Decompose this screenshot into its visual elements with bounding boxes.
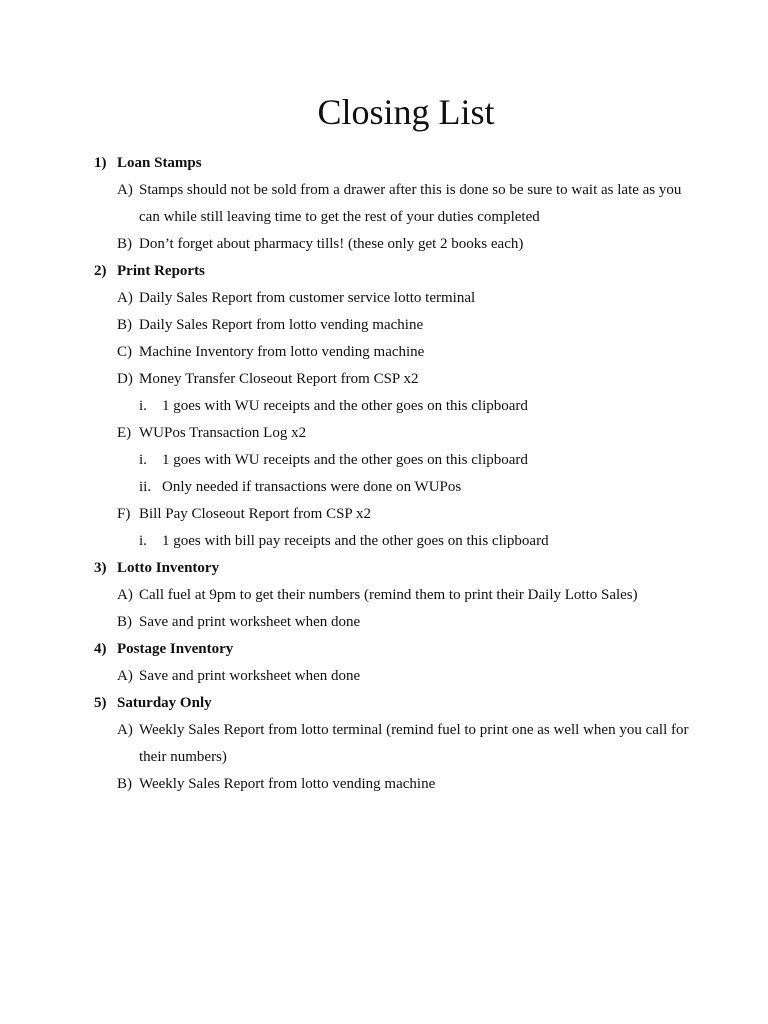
section-number: 5) [94,695,107,711]
section-number: 2) [94,263,107,279]
list-section [94,258,694,555]
item-text: Call fuel at 9pm to get their numbers (remind them to print their Daily Lotto Sales) [139,587,638,603]
sub-item-number: ii. [139,479,152,495]
list-section [94,636,694,690]
item-letter: B) [117,236,132,252]
sub-item-text: Only needed if transactions were done on WUPos [162,479,462,495]
item-text: Daily Sales Report from customer service lotto terminal [139,290,476,306]
item-letter: E) [117,425,132,441]
sub-item-text: 1 goes with WU receipts and the other goes on this clipboard [162,452,528,468]
item-letter: A) [117,722,133,738]
list-item [117,420,694,447]
item-letter: A) [117,290,133,306]
sub-item-number: i. [139,533,147,549]
item-letter: A) [117,668,133,684]
item-text: Don’t forget about pharmacy tills! (these only get 2 books each) [139,236,524,252]
list-section [94,150,694,258]
sub-item-number: i. [139,398,147,414]
section-title: Print Reports [117,263,205,279]
section-title: Lotto Inventory [117,560,220,576]
sub-item [139,528,694,555]
section-heading [94,150,694,177]
list-section [94,555,694,636]
section-title: Postage Inventory [117,641,234,657]
item-text: WUPos Transaction Log x2 [139,425,307,441]
item-letter: B) [117,614,132,630]
item-letter: F) [117,506,131,522]
list-item [117,609,694,636]
section-heading [94,258,694,285]
item-letter: B) [117,317,132,333]
sub-item [139,474,694,501]
item-letter: A) [117,587,133,603]
item-text: Bill Pay Closeout Report from CSP x2 [139,506,371,522]
item-letter: A) [117,182,133,198]
list-item [117,771,694,798]
section-heading [94,690,694,717]
section-number: 1) [94,155,107,171]
list-section [94,690,694,798]
item-text: Save and print worksheet when done [139,668,361,684]
item-text: Stamps should not be sold from a drawer after this is done so be sure to wait as late as you can while still leaving time to get the rest of your duties completed [139,182,682,225]
section-heading [94,555,694,582]
sub-item [139,447,694,474]
item-text: Weekly Sales Report from lotto vending machine [139,776,436,792]
list-item [117,177,694,231]
sub-item-number: i. [139,452,147,468]
item-letter: B) [117,776,132,792]
sub-item-text: 1 goes with bill pay receipts and the other goes on this clipboard [162,533,549,549]
sub-item [139,393,694,420]
item-text: Daily Sales Report from lotto vending machine [139,317,424,333]
item-text: Save and print worksheet when done [139,614,361,630]
list-item [117,312,694,339]
closing-list [94,150,694,798]
list-item [117,366,694,393]
section-number: 4) [94,641,107,657]
list-item [117,231,694,258]
item-text: Machine Inventory from lotto vending machine [139,344,425,360]
section-title: Saturday Only [117,695,212,711]
item-letter: D) [117,371,133,387]
list-item [117,339,694,366]
list-item [117,582,694,609]
item-text: Money Transfer Closeout Report from CSP x2 [139,371,419,387]
list-item [117,285,694,312]
list-item [117,717,694,771]
section-number: 3) [94,560,107,576]
section-title: Loan Stamps [117,155,202,171]
item-letter: C) [117,344,132,360]
section-heading [94,636,694,663]
sub-item-text: 1 goes with WU receipts and the other goes on this clipboard [162,398,528,414]
list-item [117,663,694,690]
item-text: Weekly Sales Report from lotto terminal (remind fuel to print one as well when you call for their numbers) [139,722,689,765]
list-item [117,501,694,528]
page-title: Closing List [317,92,495,132]
